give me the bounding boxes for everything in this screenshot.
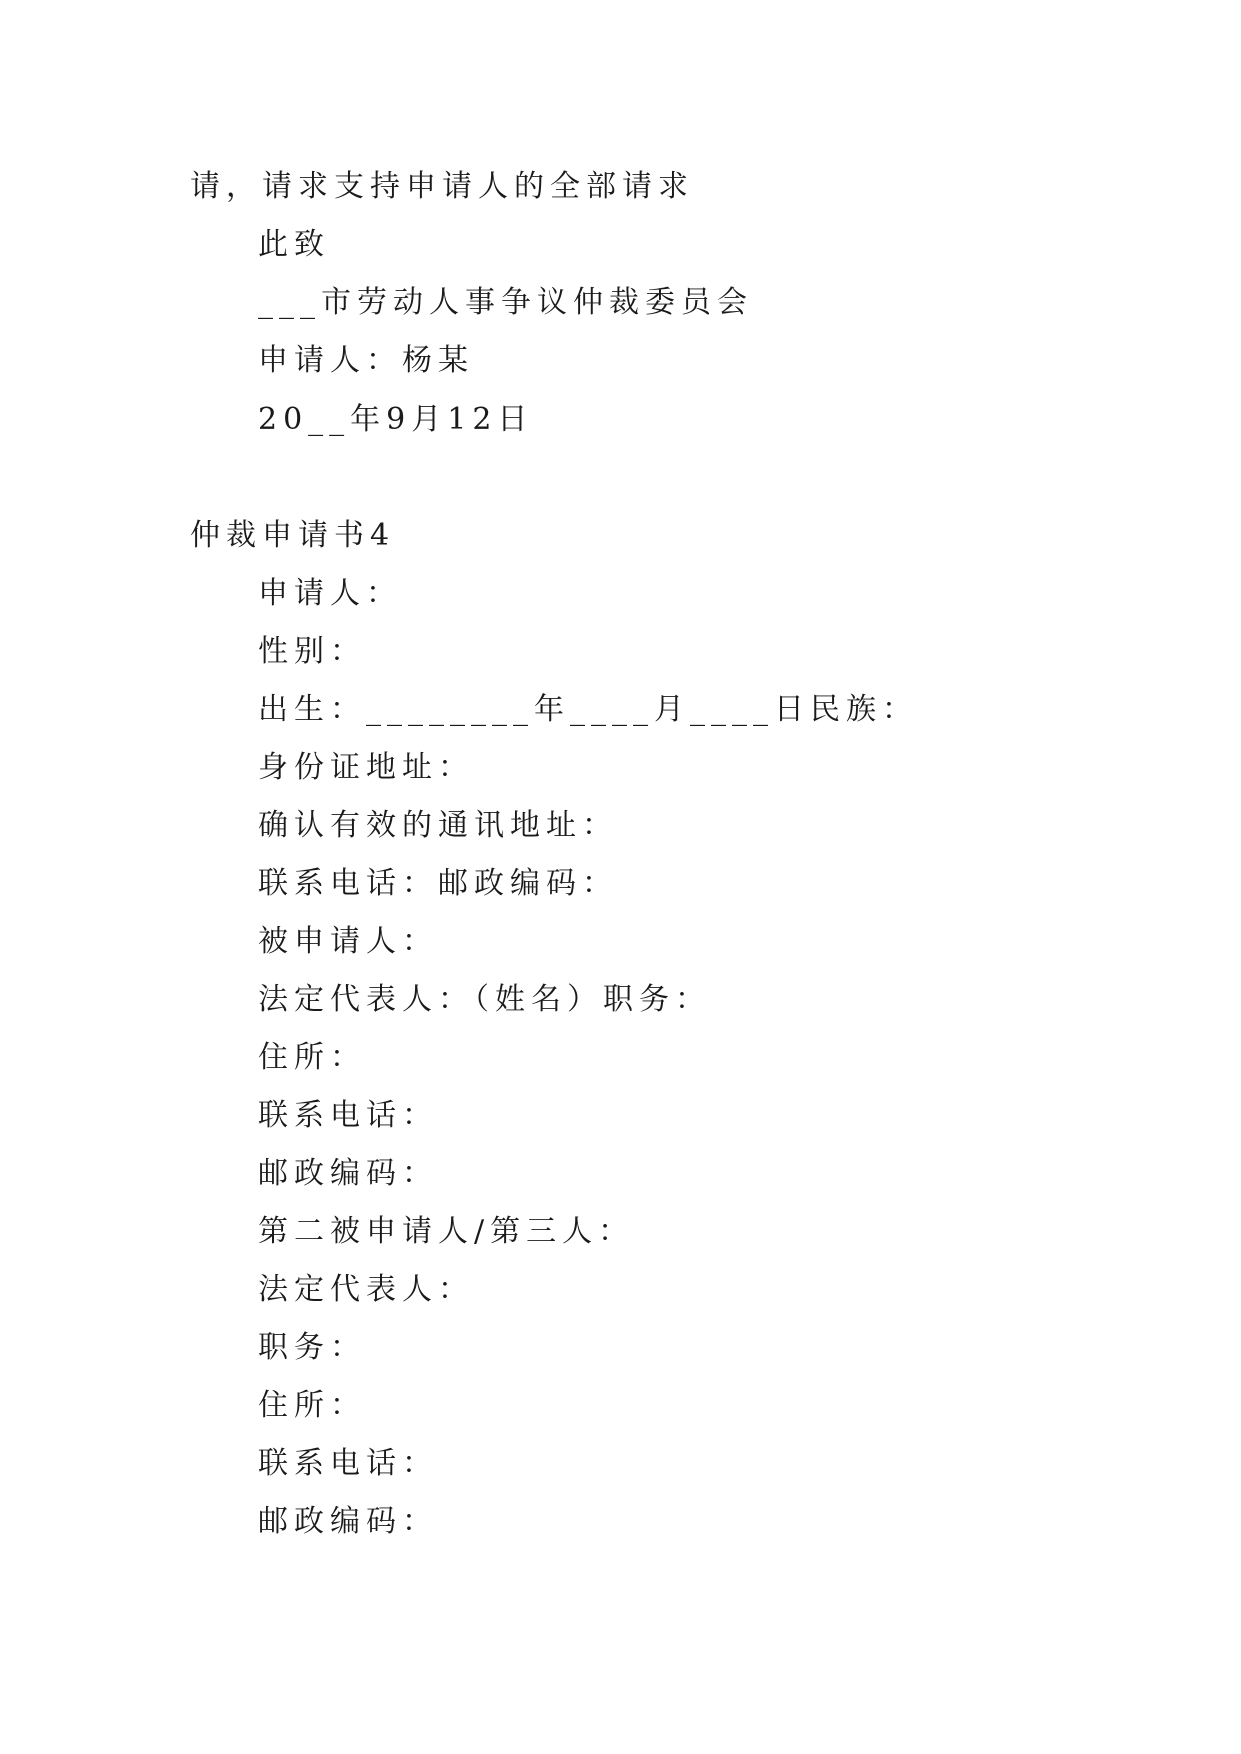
field-phone-2: 联系电话：	[258, 1446, 438, 1481]
field-phone-postcode: 联系电话：邮政编码：	[258, 866, 618, 901]
field-id-address: 身份证地址：	[258, 750, 474, 785]
section-title: 仲裁申请书4	[190, 518, 396, 553]
field-respondent: 被申请人：	[258, 924, 438, 959]
field-postcode-2: 邮政编码：	[258, 1504, 438, 1539]
field-phone: 联系电话：	[258, 1098, 438, 1133]
field-legal-rep-2: 法定代表人：	[258, 1272, 474, 1307]
closing-request-line: 请，请求支持申请人的全部请求	[190, 169, 694, 204]
closing-signature: 申请人：杨某	[258, 343, 474, 378]
field-mailing-address: 确认有效的通讯地址：	[258, 808, 618, 843]
field-second-respondent: 第二被申请人/第三人：	[258, 1214, 635, 1249]
field-gender: 性别：	[258, 634, 366, 669]
closing-date: 20__年9月12日	[258, 402, 534, 437]
field-residence: 住所：	[258, 1040, 366, 1075]
field-postcode: 邮政编码：	[258, 1156, 438, 1191]
field-position-2: 职务：	[258, 1330, 366, 1365]
field-legal-rep-title: 法定代表人：（姓名）职务：	[258, 982, 711, 1017]
closing-addressee: ___市劳动人事争议仲裁委员会	[258, 285, 753, 320]
field-residence-2: 住所：	[258, 1388, 366, 1423]
closing-salutation: 此致	[258, 227, 330, 262]
field-birth-ethnicity: 出生：________年____月____日民族：	[258, 692, 918, 727]
field-applicant: 申请人：	[258, 576, 402, 611]
